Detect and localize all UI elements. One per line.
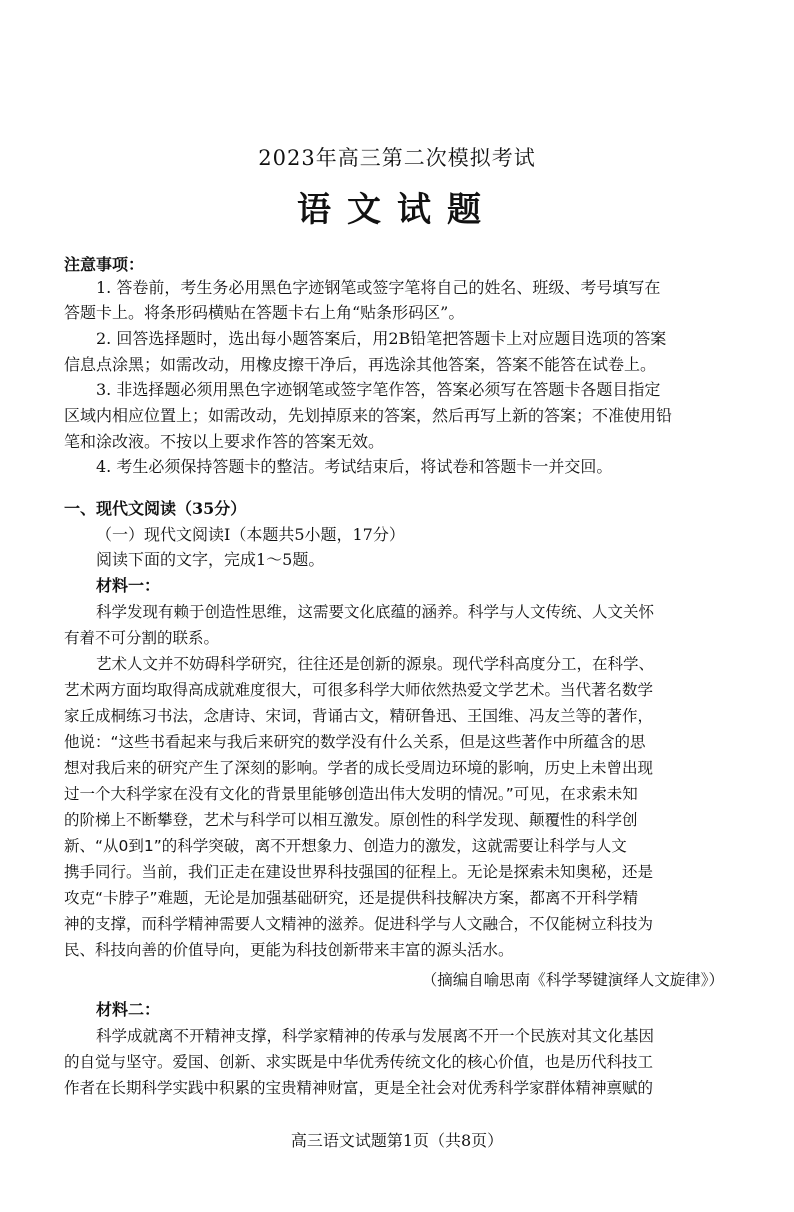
paragraph-line: 科学成就离不开精神支撑，科学家精神的传承与发展离不开一个民族对其文化基因 (96, 1027, 655, 1045)
paragraph-line: 艺术两方面均取得高成就难度很大，可很多科学大师依然热爱文学艺术。当代著名数学 (64, 681, 654, 699)
paragraph-line: 的阶梯上不断攀登，艺术与科学可以相互激发。原创性的科学发现、颠覆性的科学创 (64, 811, 638, 829)
notes-line: 1. 答卷前，考生务必用黑色字迹钢笔或签字笔将自己的姓名、班级、考号填写在 (96, 278, 661, 297)
notes-line: 信息点涂黑；如需改动，用橡皮擦干净后，再选涂其他答案，答案不能答在试卷上。 (64, 355, 657, 374)
paragraph-line: 神的支撑，而科学精神需要人文精神的滋养。促进科学与人文融合，不仅能树立科技为 (64, 915, 654, 933)
paragraph-line: 的自觉与坚守。爱国、创新、求实既是中华优秀传统文化的核心价值，也是历代科技工 (64, 1053, 654, 1071)
paragraph-line: 攻克“卡脖子”难题，无论是加强基础研究，还是提供科技解决方案，都离不开科学精 (64, 889, 639, 907)
material2-label: 材料二： (96, 1000, 161, 1019)
paragraph-line: 民、科技向善的价值导向，更能为科技创新带来丰富的源头活水。 (64, 941, 514, 959)
notes-line: 3. 非选择题必须用黑色字迹钢笔或签字笔作答，答案必须写在答题卡各题目指定 (96, 380, 661, 399)
paragraph-line: 艺术人文并不妨碍科学研究，往往还是创新的源泉。现代学科高度分工，在科学、 (96, 655, 655, 673)
notes-line: 2. 回答选择题时，选出每小题答案后，用2B铅笔把答题卡上对应题目选项的答案 (96, 329, 667, 348)
paragraph-line: 过一个大科学家在没有文化的背景里能够创造出伟大发明的情况。”可见，在求索未知 (64, 785, 638, 803)
section-instruction: 阅读下面的文字，完成1～5题。 (96, 550, 325, 569)
notes-line: 答题卡上。将条形码横贴在答题卡右上角“贴条形码区”。 (64, 303, 465, 322)
notes-line: 笔和涂改液。不按以上要求作答的答案无效。 (64, 432, 385, 451)
notes-line: 区域内相应位置上；如需改动，先划掉原来的答案，然后再写上新的答案；不准使用铅 (64, 406, 673, 425)
paragraph-line: 携手同行。当前，我们正走在建设世界科技强国的征程上。无论是探索未知奥秘，还是 (64, 863, 654, 881)
section-subheading: （一）现代文阅读Ⅰ（本题共5小题，17分） (96, 525, 405, 544)
paragraph-line: 有着不可分割的联系。 (64, 629, 220, 647)
page-title: 语文试题 (297, 190, 497, 230)
paragraph-line: 家丘成桐练习书法，念唐诗、宋词，背诵古文，精研鲁迅、王国维、冯友兰等的著作， (64, 707, 654, 725)
material1-label: 材料一： (96, 576, 161, 595)
section-heading: 一、现代文阅读（35分） (64, 499, 247, 518)
exam-name: 2023年高三第二次模拟考试 (258, 146, 536, 170)
paragraph-line: 想对我后来的研究产生了深刻的影响。学者的成长受周边环境的影响，历史上未曾出现 (64, 759, 654, 777)
notes-heading: 注意事项： (64, 255, 145, 274)
material1-source: （摘编自喻思南《科学琴键演绎人文旋律》） (421, 971, 724, 989)
paragraph-line: 作者在长期科学实践中积累的宝贵精神财富，更是全社会对优秀科学家群体精神禀赋的 (64, 1079, 654, 1097)
paragraph-line: 他说：“这些书看起来与我后来研究的数学没有什么关系，但是这些著作中所蕴含的思 (64, 733, 646, 751)
paragraph-line: 科学发现有赖于创造性思维，这需要文化底蕴的涵养。科学与人文传统、人文关怀 (96, 603, 655, 621)
page-footer: 高三语文试题第1页（共8页） (290, 1131, 504, 1150)
notes-line: 4. 考生必须保持答题卡的整洁。考试结束后，将试卷和答题卡一并交回。 (96, 457, 613, 476)
paragraph-line: 新、“从0到1”的科学突破，离不开想象力、创造力的激发，这就需要让科学与人文 (64, 837, 627, 855)
